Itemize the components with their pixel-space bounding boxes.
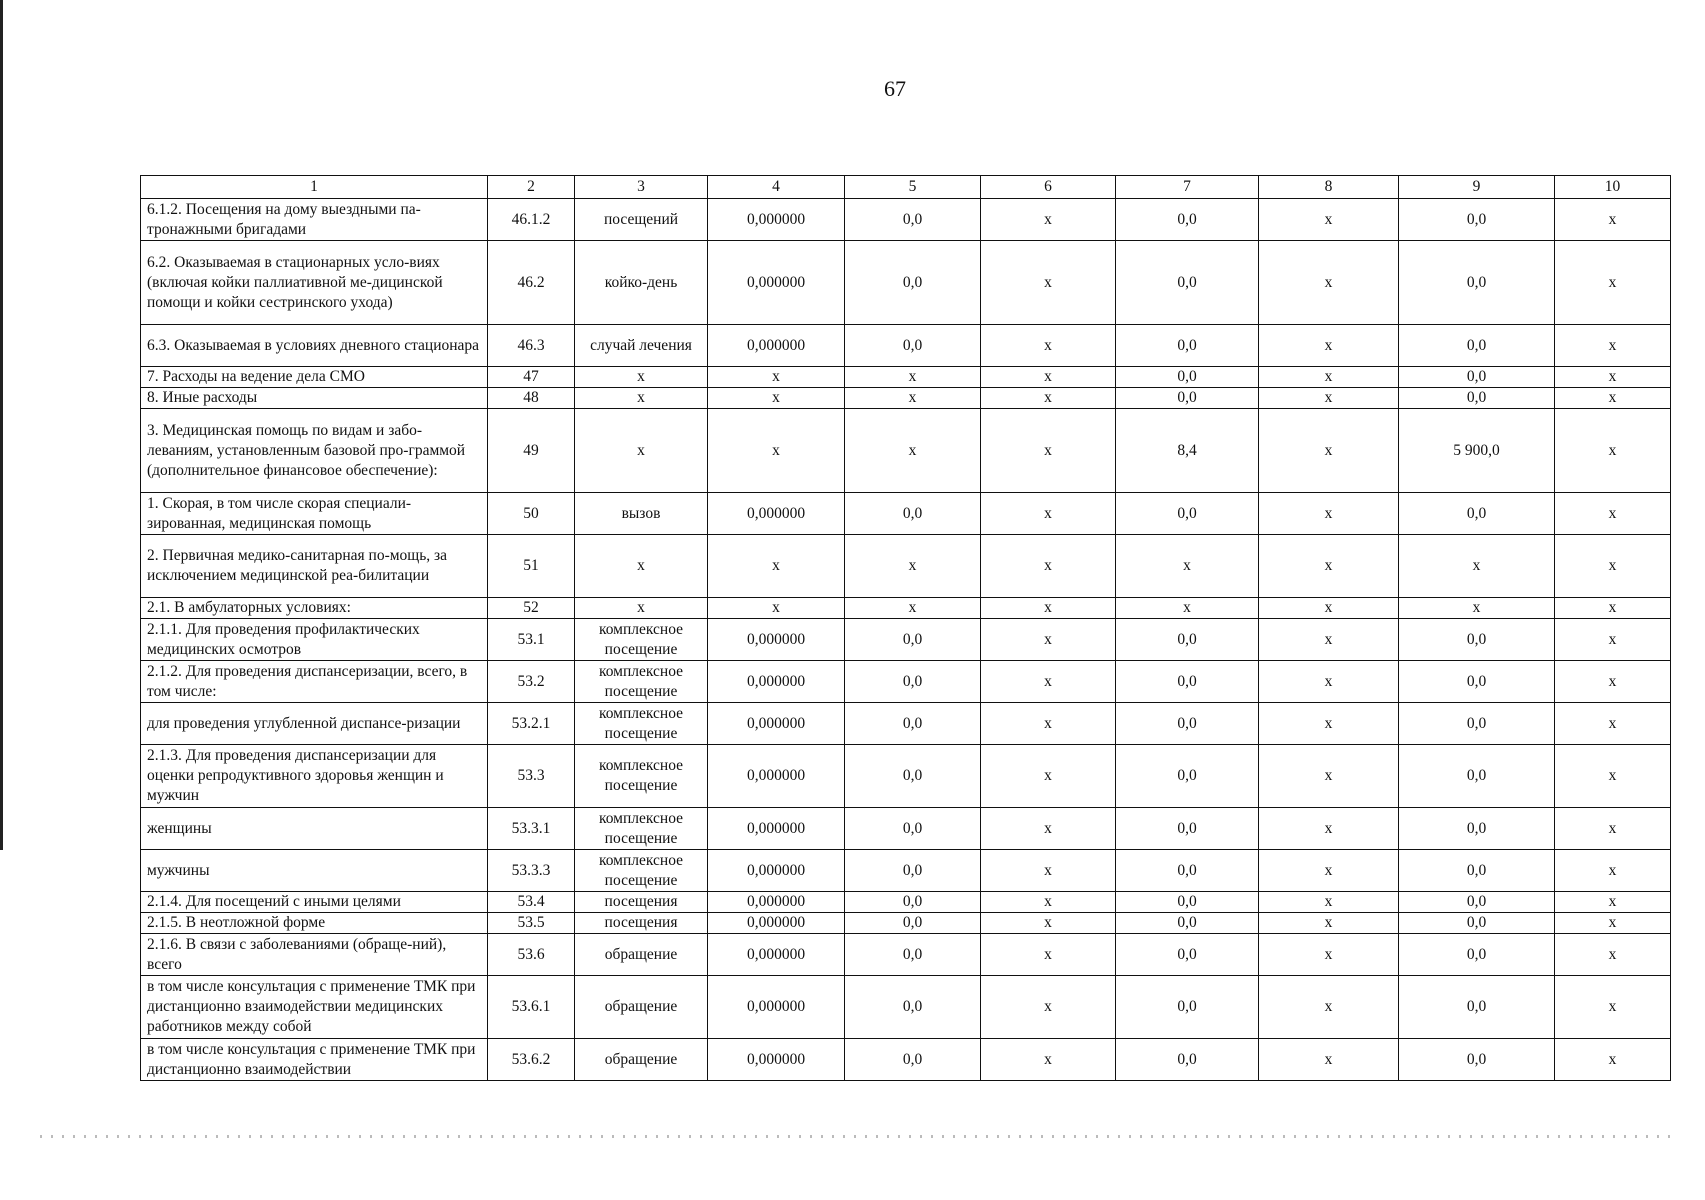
col8-cell: х	[1259, 850, 1399, 892]
row-code-cell: 53.3.1	[488, 808, 575, 850]
header-cell: 4	[708, 176, 845, 199]
row-code-cell: 53.3.3	[488, 850, 575, 892]
col5-cell: 0,0	[845, 661, 981, 703]
col5-cell: 0,0	[845, 1039, 981, 1081]
scan-noise	[40, 1135, 1670, 1138]
col10-cell: х	[1555, 745, 1671, 808]
header-cell: 7	[1116, 176, 1259, 199]
col10-cell: х	[1555, 325, 1671, 367]
col7-cell: х	[1116, 598, 1259, 619]
row-name-cell: 2.1.4. Для посещений с иными целями	[141, 892, 488, 913]
header-cell: 10	[1555, 176, 1671, 199]
row-unit-cell: комплексное посещение	[575, 703, 708, 745]
col6-cell: х	[981, 535, 1116, 598]
col5-cell: 0,0	[845, 892, 981, 913]
header-cell: 5	[845, 176, 981, 199]
table-row	[141, 493, 1671, 535]
row-name-cell: 2.1.6. В связи с заболеваниями (обраще-ний), всего	[141, 934, 488, 976]
col7-cell: 0,0	[1116, 367, 1259, 388]
table-row	[141, 850, 1671, 892]
col6-cell: х	[981, 661, 1116, 703]
col10-cell: х	[1555, 388, 1671, 409]
col10-cell: х	[1555, 892, 1671, 913]
row-name-cell: в том числе консультация с применение ТМК при дистанционно взаимодействии	[141, 1039, 488, 1081]
col10-cell: х	[1555, 619, 1671, 661]
col6-cell: х	[981, 892, 1116, 913]
header-cell: 1	[141, 176, 488, 199]
col9-cell: 5 900,0	[1399, 409, 1555, 493]
col6-cell: х	[981, 409, 1116, 493]
row-code-cell: 53.4	[488, 892, 575, 913]
col7-cell: 0,0	[1116, 241, 1259, 325]
col6-cell: х	[981, 913, 1116, 934]
col8-cell: х	[1259, 535, 1399, 598]
col9-cell: 0,0	[1399, 745, 1555, 808]
row-name-cell: 2.1. В амбулаторных условиях:	[141, 598, 488, 619]
col6-cell: х	[981, 1039, 1116, 1081]
row-name-cell: 2.1.2. Для проведения диспансеризации, всего, в том числе:	[141, 661, 488, 703]
row-name-cell: 8. Иные расходы	[141, 388, 488, 409]
col6-cell: х	[981, 493, 1116, 535]
table-row	[141, 934, 1671, 976]
table-row	[141, 241, 1671, 325]
col4-cell: 0,000000	[708, 934, 845, 976]
col9-cell: 0,0	[1399, 241, 1555, 325]
row-unit-cell: х	[575, 535, 708, 598]
col10-cell: х	[1555, 241, 1671, 325]
col5-cell: 0,0	[845, 808, 981, 850]
table-row	[141, 598, 1671, 619]
col6-cell: х	[981, 598, 1116, 619]
col7-cell: 0,0	[1116, 913, 1259, 934]
col4-cell: 0,000000	[708, 493, 845, 535]
header-cell: 8	[1259, 176, 1399, 199]
col8-cell: х	[1259, 892, 1399, 913]
row-unit-cell: обращение	[575, 1039, 708, 1081]
col10-cell: х	[1555, 367, 1671, 388]
col9-cell: 0,0	[1399, 976, 1555, 1039]
col4-cell: 0,000000	[708, 913, 845, 934]
col6-cell: х	[981, 745, 1116, 808]
col4-cell: 0,000000	[708, 892, 845, 913]
col9-cell: 0,0	[1399, 850, 1555, 892]
col8-cell: х	[1259, 619, 1399, 661]
col7-cell: 0,0	[1116, 808, 1259, 850]
col9-cell: 0,0	[1399, 808, 1555, 850]
col7-cell: 0,0	[1116, 976, 1259, 1039]
row-code-cell: 48	[488, 388, 575, 409]
col7-cell: 0,0	[1116, 493, 1259, 535]
header-cell: 6	[981, 176, 1116, 199]
row-unit-cell: посещения	[575, 892, 708, 913]
row-name-cell: 6.1.2. Посещения на дому выездными па-тронажными бригадами	[141, 199, 488, 241]
page-number: 67	[884, 76, 906, 101]
header-row	[141, 176, 1671, 199]
col6-cell: х	[981, 619, 1116, 661]
col9-cell: 0,0	[1399, 1039, 1555, 1081]
row-code-cell: 50	[488, 493, 575, 535]
col10-cell: х	[1555, 808, 1671, 850]
table-row	[141, 619, 1671, 661]
col7-cell: 0,0	[1116, 1039, 1259, 1081]
col4-cell: х	[708, 598, 845, 619]
col4-cell: х	[708, 367, 845, 388]
row-code-cell: 53.1	[488, 619, 575, 661]
col5-cell: 0,0	[845, 199, 981, 241]
col5-cell: х	[845, 598, 981, 619]
col9-cell: 0,0	[1399, 934, 1555, 976]
row-code-cell: 53.6.2	[488, 1039, 575, 1081]
col10-cell: х	[1555, 199, 1671, 241]
col10-cell: х	[1555, 661, 1671, 703]
row-name-cell: 1. Скорая, в том числе скорая специали-зированная, медицинская помощь	[141, 493, 488, 535]
table-row	[141, 661, 1671, 703]
col7-cell: 0,0	[1116, 199, 1259, 241]
row-code-cell: 52	[488, 598, 575, 619]
table-row	[141, 409, 1671, 493]
col4-cell: 0,000000	[708, 808, 845, 850]
row-unit-cell: посещений	[575, 199, 708, 241]
col5-cell: 0,0	[845, 913, 981, 934]
col8-cell: х	[1259, 598, 1399, 619]
col8-cell: х	[1259, 808, 1399, 850]
col6-cell: х	[981, 241, 1116, 325]
table-row	[141, 199, 1671, 241]
col7-cell: 0,0	[1116, 934, 1259, 976]
col4-cell: 0,000000	[708, 703, 845, 745]
row-code-cell: 53.3	[488, 745, 575, 808]
col6-cell: х	[981, 325, 1116, 367]
col4-cell: 0,000000	[708, 661, 845, 703]
col5-cell: 0,0	[845, 745, 981, 808]
row-name-cell: для проведения углубленной диспансе-ризации	[141, 703, 488, 745]
table-row	[141, 325, 1671, 367]
row-unit-cell: посещения	[575, 913, 708, 934]
row-name-cell: 6.2. Оказываемая в стационарных усло-виях (включая койки паллиативной ме-дицинской помощи и койки сестринского ухода)	[141, 241, 488, 325]
table-row	[141, 388, 1671, 409]
table-row	[141, 535, 1671, 598]
row-name-cell: 2.1.5. В неотложной форме	[141, 913, 488, 934]
col10-cell: х	[1555, 409, 1671, 493]
col4-cell: 0,000000	[708, 325, 845, 367]
row-name-cell: в том числе консультация с применение ТМК при дистанционно взаимодействии медицинских работников между собой	[141, 976, 488, 1039]
col4-cell: 0,000000	[708, 745, 845, 808]
header-cell: 9	[1399, 176, 1555, 199]
col4-cell: х	[708, 388, 845, 409]
row-unit-cell: комплексное посещение	[575, 619, 708, 661]
col10-cell: х	[1555, 598, 1671, 619]
col4-cell: х	[708, 535, 845, 598]
col4-cell: 0,000000	[708, 1039, 845, 1081]
col8-cell: х	[1259, 241, 1399, 325]
col5-cell: 0,0	[845, 850, 981, 892]
col5-cell: х	[845, 388, 981, 409]
row-code-cell: 46.2	[488, 241, 575, 325]
col10-cell: х	[1555, 1039, 1671, 1081]
row-unit-cell: х	[575, 598, 708, 619]
row-unit-cell: комплексное посещение	[575, 850, 708, 892]
col9-cell: 0,0	[1399, 493, 1555, 535]
row-name-cell: женщины	[141, 808, 488, 850]
table-row	[141, 745, 1671, 808]
col4-cell: 0,000000	[708, 199, 845, 241]
table-row	[141, 808, 1671, 850]
row-unit-cell: обращение	[575, 976, 708, 1039]
row-name-cell: 2.1.1. Для проведения профилактических медицинских осмотров	[141, 619, 488, 661]
col10-cell: х	[1555, 535, 1671, 598]
col8-cell: х	[1259, 388, 1399, 409]
col10-cell: х	[1555, 703, 1671, 745]
table-row	[141, 976, 1671, 1039]
col10-cell: х	[1555, 976, 1671, 1039]
col9-cell: х	[1399, 535, 1555, 598]
col7-cell: 0,0	[1116, 388, 1259, 409]
col10-cell: х	[1555, 934, 1671, 976]
col9-cell: 0,0	[1399, 367, 1555, 388]
col8-cell: х	[1259, 745, 1399, 808]
col9-cell: 0,0	[1399, 619, 1555, 661]
row-unit-cell: койко-день	[575, 241, 708, 325]
row-code-cell: 51	[488, 535, 575, 598]
col6-cell: х	[981, 199, 1116, 241]
table-row	[141, 367, 1671, 388]
col8-cell: х	[1259, 325, 1399, 367]
row-code-cell: 53.2.1	[488, 703, 575, 745]
row-name-cell: 2.1.3. Для проведения диспансеризации для оценки репродуктивного здоровья женщин и мужчин	[141, 745, 488, 808]
col5-cell: 0,0	[845, 619, 981, 661]
col7-cell: 0,0	[1116, 745, 1259, 808]
col5-cell: 0,0	[845, 241, 981, 325]
col8-cell: х	[1259, 367, 1399, 388]
col4-cell: 0,000000	[708, 850, 845, 892]
row-unit-cell: комплексное посещение	[575, 745, 708, 808]
col9-cell: 0,0	[1399, 325, 1555, 367]
col6-cell: х	[981, 934, 1116, 976]
col9-cell: 0,0	[1399, 703, 1555, 745]
col4-cell: 0,000000	[708, 976, 845, 1039]
col8-cell: х	[1259, 409, 1399, 493]
row-name-cell: 7. Расходы на ведение дела СМО	[141, 367, 488, 388]
col5-cell: х	[845, 409, 981, 493]
row-unit-cell: х	[575, 367, 708, 388]
row-unit-cell: х	[575, 388, 708, 409]
col8-cell: х	[1259, 913, 1399, 934]
col7-cell: 0,0	[1116, 325, 1259, 367]
col5-cell: х	[845, 367, 981, 388]
col6-cell: х	[981, 388, 1116, 409]
row-code-cell: 49	[488, 409, 575, 493]
row-name-cell: 6.3. Оказываемая в условиях дневного стационара	[141, 325, 488, 367]
col6-cell: х	[981, 367, 1116, 388]
scan-left-edge	[0, 0, 3, 850]
row-code-cell: 53.6	[488, 934, 575, 976]
table-row	[141, 892, 1671, 913]
col10-cell: х	[1555, 850, 1671, 892]
row-unit-cell: обращение	[575, 934, 708, 976]
col6-cell: х	[981, 808, 1116, 850]
header-cell: 2	[488, 176, 575, 199]
col9-cell: 0,0	[1399, 892, 1555, 913]
row-code-cell: 53.6.1	[488, 976, 575, 1039]
col7-cell: 0,0	[1116, 619, 1259, 661]
row-code-cell: 46.3	[488, 325, 575, 367]
row-name-cell: 3. Медицинская помощь по видам и забо-леваниям, установленным базовой про-граммой (дополнительное финансовое обеспечение):	[141, 409, 488, 493]
col6-cell: х	[981, 850, 1116, 892]
col6-cell: х	[981, 703, 1116, 745]
row-name-cell: 2. Первичная медико-санитарная по-мощь, за исключением медицинской реа-билитации	[141, 535, 488, 598]
row-unit-cell: вызов	[575, 493, 708, 535]
col9-cell: 0,0	[1399, 661, 1555, 703]
col5-cell: х	[845, 535, 981, 598]
row-code-cell: 46.1.2	[488, 199, 575, 241]
col7-cell: 0,0	[1116, 703, 1259, 745]
col5-cell: 0,0	[845, 325, 981, 367]
col4-cell: 0,000000	[708, 241, 845, 325]
col7-cell: 8,4	[1116, 409, 1259, 493]
col5-cell: 0,0	[845, 976, 981, 1039]
row-unit-cell: комплексное посещение	[575, 808, 708, 850]
col9-cell: 0,0	[1399, 913, 1555, 934]
col8-cell: х	[1259, 934, 1399, 976]
col6-cell: х	[981, 976, 1116, 1039]
col8-cell: х	[1259, 976, 1399, 1039]
row-unit-cell: комплексное посещение	[575, 661, 708, 703]
row-unit-cell: случай лечения	[575, 325, 708, 367]
col9-cell: х	[1399, 598, 1555, 619]
row-code-cell: 53.5	[488, 913, 575, 934]
col7-cell: х	[1116, 535, 1259, 598]
data-table	[140, 175, 1671, 1081]
row-name-cell: мужчины	[141, 850, 488, 892]
table-row	[141, 1039, 1671, 1081]
row-unit-cell: х	[575, 409, 708, 493]
col8-cell: х	[1259, 199, 1399, 241]
col10-cell: х	[1555, 493, 1671, 535]
table-row	[141, 913, 1671, 934]
col5-cell: 0,0	[845, 703, 981, 745]
col5-cell: 0,0	[845, 934, 981, 976]
col8-cell: х	[1259, 661, 1399, 703]
col7-cell: 0,0	[1116, 892, 1259, 913]
col4-cell: 0,000000	[708, 619, 845, 661]
col9-cell: 0,0	[1399, 388, 1555, 409]
col8-cell: х	[1259, 1039, 1399, 1081]
col5-cell: 0,0	[845, 493, 981, 535]
row-code-cell: 53.2	[488, 661, 575, 703]
header-cell: 3	[575, 176, 708, 199]
col8-cell: х	[1259, 703, 1399, 745]
col4-cell: х	[708, 409, 845, 493]
table-row	[141, 703, 1671, 745]
col10-cell: х	[1555, 913, 1671, 934]
row-code-cell: 47	[488, 367, 575, 388]
col7-cell: 0,0	[1116, 850, 1259, 892]
col8-cell: х	[1259, 493, 1399, 535]
col9-cell: 0,0	[1399, 199, 1555, 241]
col7-cell: 0,0	[1116, 661, 1259, 703]
